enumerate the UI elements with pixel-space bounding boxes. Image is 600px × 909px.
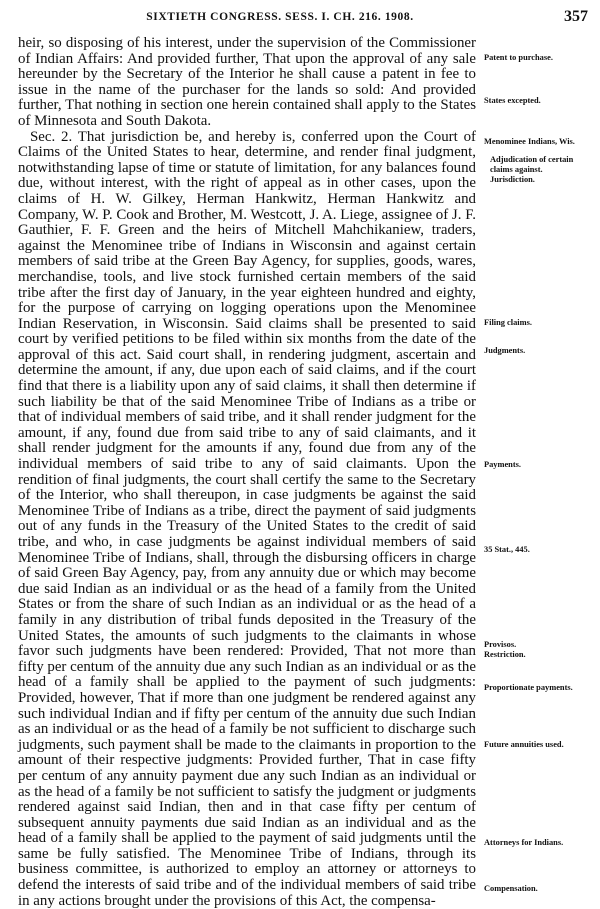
margin-note-provisos: Provisos. — [484, 640, 517, 649]
margin-note-statute-ref: 35 Stat., 445. — [484, 545, 530, 554]
margin-note-attorneys: Attorneys for Indians. — [484, 838, 564, 847]
margin-note-restriction: Restriction. — [484, 650, 526, 659]
paragraph-continuation: heir, so disposing of his interest, under the supervision of the Commissioner of Indian Affairs: And provided further, That upon the approval of any sale hereunder by the Secretary of the Interior he shall cause a patent in fee to issue in the name of the purchaser for the lands so sold: And provided further, That nothing in section one herein contained shall apply to the States of Minnesota and South Dakota. — [18, 35, 476, 129]
running-head: SIXTIETH CONGRESS. SESS. I. CH. 216. 1908. — [146, 11, 414, 23]
page-number: 357 — [564, 8, 588, 25]
page-header — [0, 8, 600, 30]
paragraph-section-2: Sec. 2. That jurisdiction be, and hereby is, conferred upon the Court of Claims of the United States to hear, determine, and render final judgment, notwithstanding lapse of time or statute of limitation, for any balances found due, without interest, with the right of appeal as in other cases, upon the claims of H. W. Gilkey, Herman Hankwitz, Herman Hankwitz and Company, W. P. Cook and Brother, M. Westcott, J. A. Liege, assignee of J. F. Gauthier, F. F. Green and the heirs of Mitchell Mahchikaniew, traders, against the Menominee tribe of Indians in Wisconsin and against certain members of said tribe at the Green Bay Agency, for supplies, goods, wares, merchandise, tools, and live stock furnished certain members of the said tribe after the first day of January, in the year eighteen hundred and eighty, for the purpose of carrying on logging operations upon the Menominee Indian Reservation, in Wisconsin. Said claims shall be presented to said court by verified petitions to be filed within six months from the date of the approval of this act. Said court shall, in rendering judgment, ascertain and determine the amount, if any, due upon each of said claims, and if the court find that there is a liability upon any of said claims, it shall then determine if such liability be that of the said Menominee Tribe of Indians as a tribe or that of individual members of said tribe, and it shall render judgment for the amount, if any, found due from said tribe to any of said claimants, and it shall render judgment for the amounts if any, found due from any of the individual members of said tribe to any of said claimants. Upon the rendition of final judgments, the court shall certify the same to the Secretary of the Interior, who shall thereupon, in case judgments be against the said Menominee Tribe of Indians as a tribe, direct the payment of said judgments out of any funds in the Treasury of the United States to the credit of said tribe, and who, in case judgments be against individual members of said Menominee Tribe of Indians, shall, through the disbursing officers in charge of said Green Bay Agency, pay, from any annuity due or which may become due said Indian as an individual or as the head of a family from the United States or from the share of such Indian as an individual or as the head of a family in any distribution of tribal funds deposited in the Treasury of the United States, the amounts of such judgments to the claimants in whose favor such judgments have been rendered: Provided, That not more than fifty per centum of the annuity due any such Indian as an individual or as the head of a family shall be applied to the payment of such judgments: Provided, however, That if more than one judgment be rendered against any such individual Indian and if fifty per centum of the annuity due such Indian as an individual or as the head of a family be not sufficient to discharge such judgments, such payment shall be made to the claimants in proportion to the amount of their respective judgments: Provided further, That in case fifty per centum of any annuity payment due any such Indian as an individual or as the head of a family be not sufficient to satisfy the judgment or judgments rendered against said Indian, then and in that case fifty per centum of subsequent annuity payments due said Indian as an individual and as the head of a family shall be applied to the payment of said judgments until the same be fully satisfied. The Menominee Tribe of Indians, through its business committee, is authorized to employ an attorney or attorneys to defend the interests of said tribe and of the individual members of said tribe in any actions brought under the provisions of this Act, the compensa- — [18, 128, 476, 909]
margin-note-patent: Patent to purchase. — [484, 53, 553, 62]
margin-note-future-annuities: Future annuities used. — [484, 740, 564, 749]
margin-note-jurisdiction: Jurisdiction. — [490, 175, 535, 184]
margin-note-states-excepted: States excepted. — [484, 96, 541, 105]
margin-note-menominee: Menominee Indians, Wis. — [484, 137, 575, 146]
margin-note-filing-claims: Filing claims. — [484, 318, 532, 327]
margin-note-proportionate: Proportionate payments. — [484, 683, 573, 692]
margin-note-adjudication: Adjudication of certain claims against. — [490, 155, 574, 174]
margin-note-payments: Payments. — [484, 460, 521, 469]
body-text — [18, 36, 476, 909]
margin-note-compensation: Compensation. — [484, 884, 538, 893]
margin-note-judgments: Judgments. — [484, 346, 526, 355]
